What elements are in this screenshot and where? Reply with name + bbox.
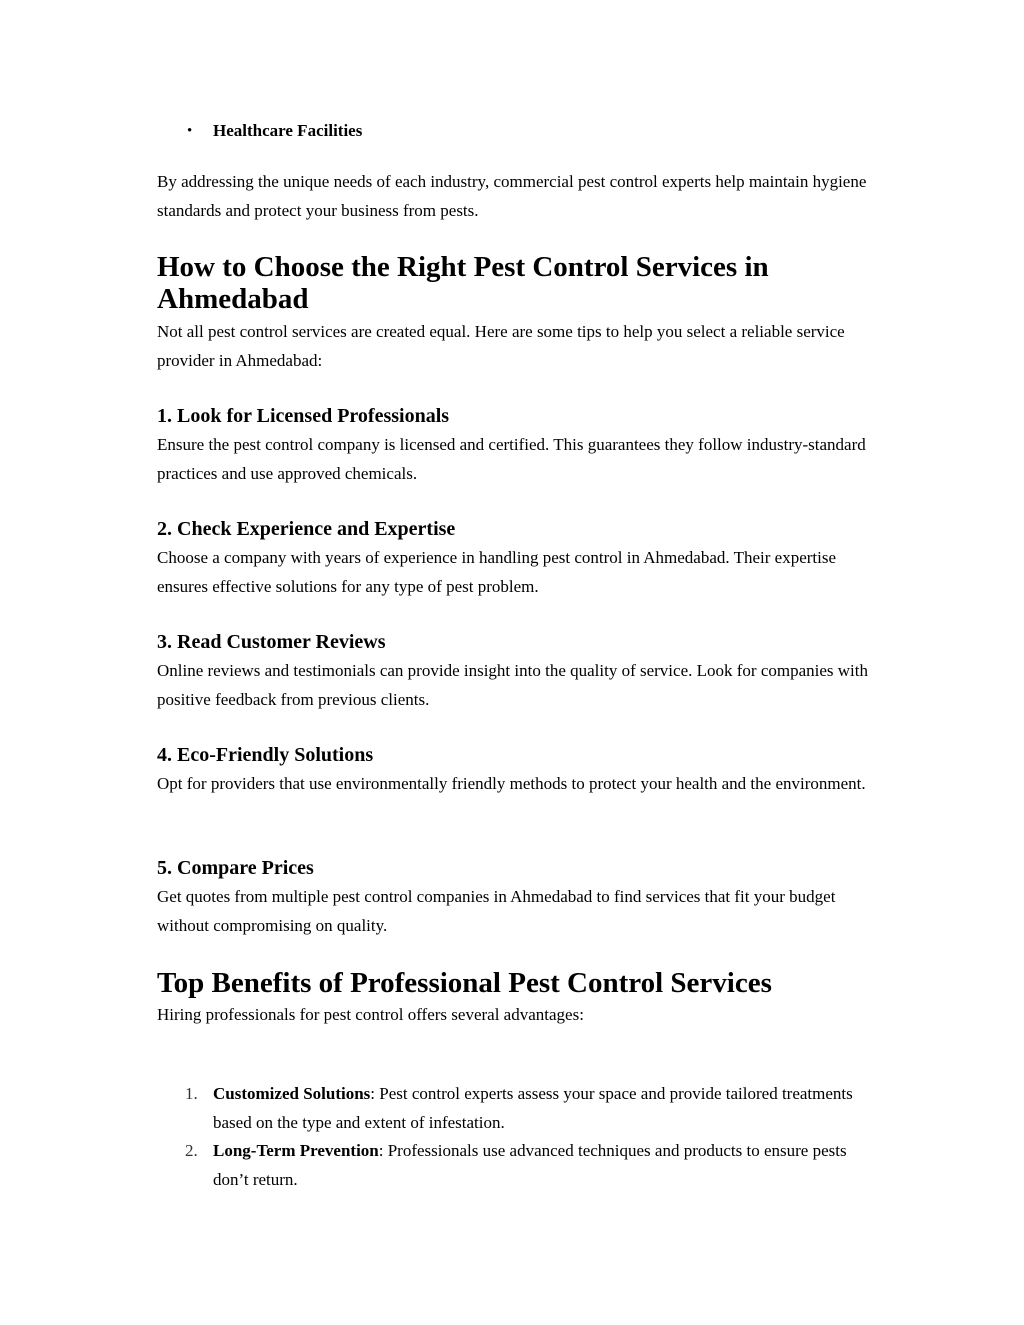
intro-paragraph: By addressing the unique needs of each industry, commercial pest control experts help maintain hygiene standards and protect your business from pests. [157, 172, 867, 220]
tip-text-reviews: Online reviews and testimonials can provide insight into the quality of service. Look for companies with positive feedback from previous clients. [157, 661, 869, 709]
section-intro-choose: Not all pest control services are created equal. Here are some tips to help you select a reliable service provider in Ahmedabad: [157, 322, 845, 370]
benefits-list [157, 1080, 872, 1194]
list-item [157, 119, 877, 143]
list-item [157, 1080, 872, 1137]
tip-heading-experience: 2. Check Experience and Expertise [157, 518, 456, 540]
list-item-label: Healthcare Facilities [213, 121, 363, 140]
list-number: 1. [185, 1084, 198, 1103]
tip-heading-licensed: 1. Look for Licensed Professionals [157, 405, 450, 427]
tip-text-eco: Opt for providers that use environmentally friendly methods to protect your health and the environment. [157, 774, 866, 793]
tip-heading-reviews: 3. Read Customer Reviews [157, 631, 386, 653]
tip-text-prices: Get quotes from multiple pest control companies in Ahmedabad to find services that fit your budget without compromising on quality. [157, 887, 836, 935]
tip-text-licensed: Ensure the pest control company is licensed and certified. This guarantees they follow industry-standard practices and use approved chemicals. [157, 435, 866, 483]
benefit-title: Customized Solutions [213, 1084, 371, 1103]
benefit-text: : Pest control experts assess your space and provide tailored treatments based on the type and extent of infestation. [213, 1084, 853, 1132]
section-heading-benefits: Top Benefits of Professional Pest Control Services [157, 967, 772, 999]
list-number: 2. [185, 1141, 198, 1160]
tip-heading-eco: 4. Eco-Friendly Solutions [157, 744, 374, 766]
benefit-text: : Professionals use advanced techniques and products to ensure pests don’t return. [213, 1141, 847, 1189]
tip-heading-prices: 5. Compare Prices [157, 857, 314, 879]
section-heading-choose: How to Choose the Right Pest Control Services in Ahmedabad [157, 251, 769, 315]
list-item [157, 1137, 872, 1194]
tip-text-experience: Choose a company with years of experience in handling pest control in Ahmedabad. Their expertise ensures effective solutions for any type of pest problem. [157, 548, 837, 596]
bullet-dot-icon: • [187, 123, 193, 139]
section-intro-benefits: Hiring professionals for pest control offers several advantages: [157, 1005, 584, 1024]
benefit-title: Long-Term Prevention [213, 1141, 379, 1160]
industry-bullet-list [157, 119, 877, 143]
